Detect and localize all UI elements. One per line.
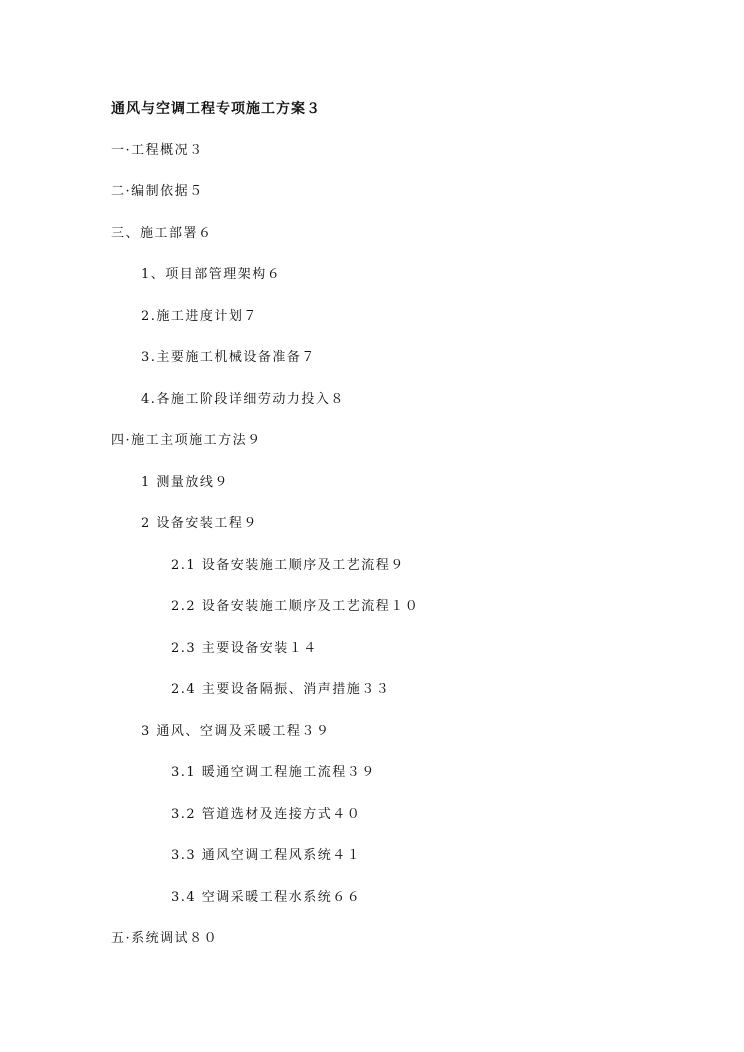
toc-entry-4-2-4: 2.4 主要设备隔振、消声措施３３ <box>171 682 391 697</box>
toc-entry-3-1: 1、项目部管理架构６ <box>141 267 282 282</box>
toc-entry-3-4: 4.各施工阶段详细劳动力投入８ <box>141 392 345 407</box>
toc-entry-4-2-3: 2.3 主要设备安装１４ <box>171 641 318 656</box>
toc-entry-section-1: 一·工程概况３ <box>111 143 204 158</box>
toc-entry-4-2: 2 设备安装工程９ <box>141 516 258 531</box>
toc-entry-3-2: 2.施工进度计划７ <box>141 309 258 324</box>
toc-entry-4-3-1: 3.1 暖通空调工程施工流程３９ <box>171 765 376 780</box>
toc-entry-section-4: 四·施工主项施工方法９ <box>111 433 262 448</box>
toc-entry-section-2: 二·编制依据５ <box>111 184 204 199</box>
toc-entry-4-3-2: 3.2 管道选材及连接方式４０ <box>171 807 362 822</box>
toc-entry-4-1: 1 测量放线９ <box>141 475 229 490</box>
toc-entry-4-3: 3 通风、空调及采暖工程３９ <box>141 724 331 739</box>
toc-entry-4-3-3: 3.3 通风空调工程风系统４１ <box>171 848 362 863</box>
toc-entry-3-3: 3.主要施工机械设备准备７ <box>141 350 316 365</box>
toc-entry-4-2-2: 2.2 设备安装施工顺序及工艺流程１０ <box>171 599 420 614</box>
toc-entry-4-2-1: 2.1 设备安装施工顺序及工艺流程９ <box>171 558 405 573</box>
toc-entry-section-3: 三、施工部署６ <box>111 226 213 241</box>
toc-title: 通风与空调工程专项施工方案３ <box>111 101 321 117</box>
toc-entry-4-3-4: 3.4 空调采暖工程水系统６６ <box>171 890 362 905</box>
toc-entry-section-5: 五·系统调试８０ <box>111 931 219 946</box>
